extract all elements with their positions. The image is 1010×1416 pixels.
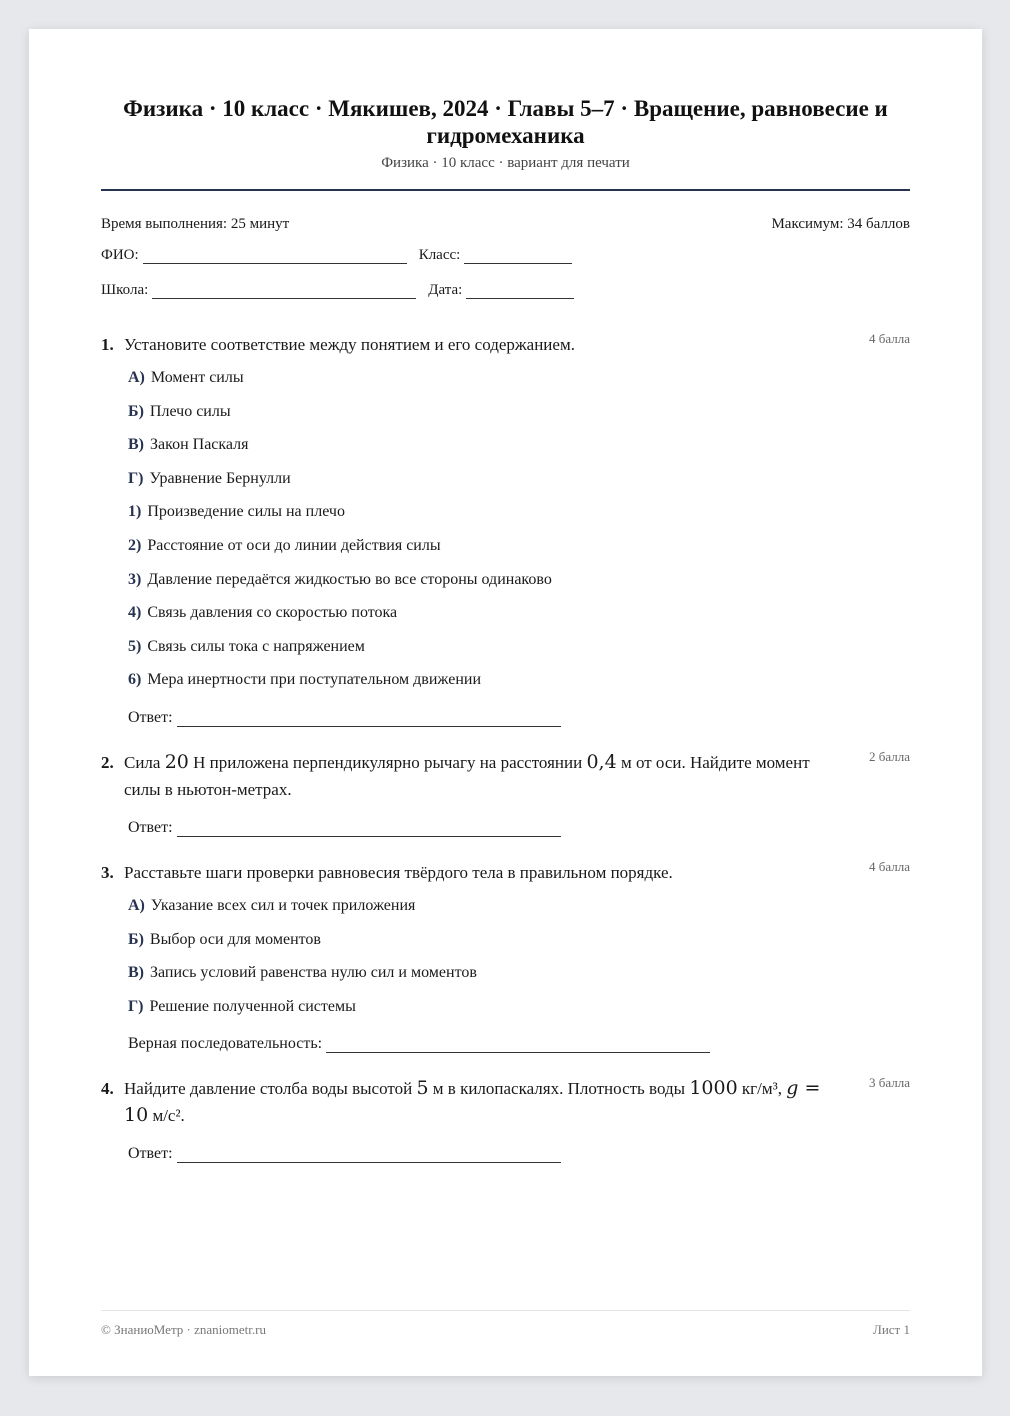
answer-field[interactable] [177, 1150, 561, 1163]
answer-label: Верная последовательность: [128, 1035, 323, 1053]
page-content [101, 29, 910, 1163]
answer-label: Ответ: [128, 708, 173, 726]
class-label: Класс: [418, 247, 461, 263]
answer-field[interactable] [177, 824, 561, 837]
header-divider [101, 189, 910, 191]
answer-row [128, 697, 910, 727]
page-footer [101, 1310, 910, 1338]
list-item: Б) Выбор оси для моментов [128, 930, 321, 948]
answer-field[interactable] [326, 1040, 710, 1053]
time-limit: Время выполнения: 25 минут [101, 216, 290, 232]
answer-row [128, 807, 910, 837]
question-points: 4 балла [869, 331, 910, 346]
fio-label: ФИО: [101, 247, 139, 263]
list-item: Г) Уравнение Бернулли [128, 469, 291, 487]
list-item: В) Запись условий равенства нулю сил и моментов [128, 964, 477, 982]
list-item: 6) Мера инертности при поступательном движении [128, 671, 482, 689]
answer-row [128, 1023, 910, 1053]
list-item: 5) Связь силы тока с напряжением [128, 637, 365, 655]
answer-label: Ответ: [128, 818, 173, 836]
question-number: 3. [101, 862, 114, 882]
worksheet-page [29, 29, 982, 1376]
question-4 [101, 1075, 910, 1163]
list-item: А) Момент силы [128, 369, 244, 386]
date-label: Дата: [428, 282, 463, 298]
meta-row [101, 216, 910, 233]
answer-label: Ответ: [128, 1145, 173, 1163]
sequence-list [128, 889, 910, 1023]
footer-copyright: © ЗнаниоМетр · znaniometr.ru [101, 1322, 266, 1337]
school-field[interactable] [152, 284, 416, 299]
page-title: Физика · 10 класс · Мякишев, 2024 · Главы 5–7 · Вращение, равновесие и гидромеханика [123, 96, 888, 148]
page-number: Лист 1 [873, 1322, 910, 1337]
question-number: 2. [101, 752, 114, 772]
question-text: Сила 20 Н приложена перпендикулярно рычагу на расстоянии 0,4 м от оси. Найдите момент силы в ньютон-метрах. [124, 750, 810, 799]
date-field[interactable] [466, 284, 574, 299]
list-item: Б) Плечо силы [128, 402, 231, 420]
list-item: 1) Произведение силы на плечо [128, 503, 345, 521]
question-3 [101, 859, 910, 1053]
answer-row [128, 1133, 910, 1163]
max-score: Максимум: 34 баллов [771, 216, 910, 232]
list-item: 2) Расстояние от оси до линии действия силы [128, 536, 441, 554]
question-1 [101, 331, 910, 727]
list-item: А) Указание всех сил и точек приложения [128, 896, 416, 914]
match-list [128, 361, 910, 697]
question-points: 2 балла [869, 748, 910, 764]
list-item: В) Закон Паскаля [128, 436, 249, 454]
fio-class-row [101, 247, 910, 264]
question-text: Найдите давление столба воды высотой 5 м в килопаскалях. Плотность воды 1000 кг/м³, g = 10 м/с². [124, 1077, 821, 1127]
school-label: Школа: [101, 282, 149, 298]
question-number: 1. [101, 335, 114, 354]
question-text: Установите соответствие между понятием и его содержанием. [124, 335, 575, 354]
question-2 [101, 749, 910, 837]
question-points: 4 балла [869, 858, 910, 874]
list-item: Г) Решение полученной системы [128, 997, 356, 1015]
list-item: 4) Связь давления со скоростью потока [128, 604, 398, 622]
question-text: Расставьте шаги проверки равновесия твёрдого тела в правильном порядке. [124, 862, 673, 882]
question-points: 3 балла [869, 1075, 910, 1091]
answer-field[interactable] [177, 714, 561, 727]
list-item: 3) Давление передаётся жидкостью во все стороны одинаково [128, 570, 552, 588]
fio-field[interactable] [143, 249, 407, 264]
question-number: 4. [101, 1079, 114, 1099]
class-field[interactable] [464, 249, 572, 264]
page-subtitle: Физика · 10 класс · вариант для печати [381, 155, 630, 171]
school-date-row [101, 282, 910, 299]
